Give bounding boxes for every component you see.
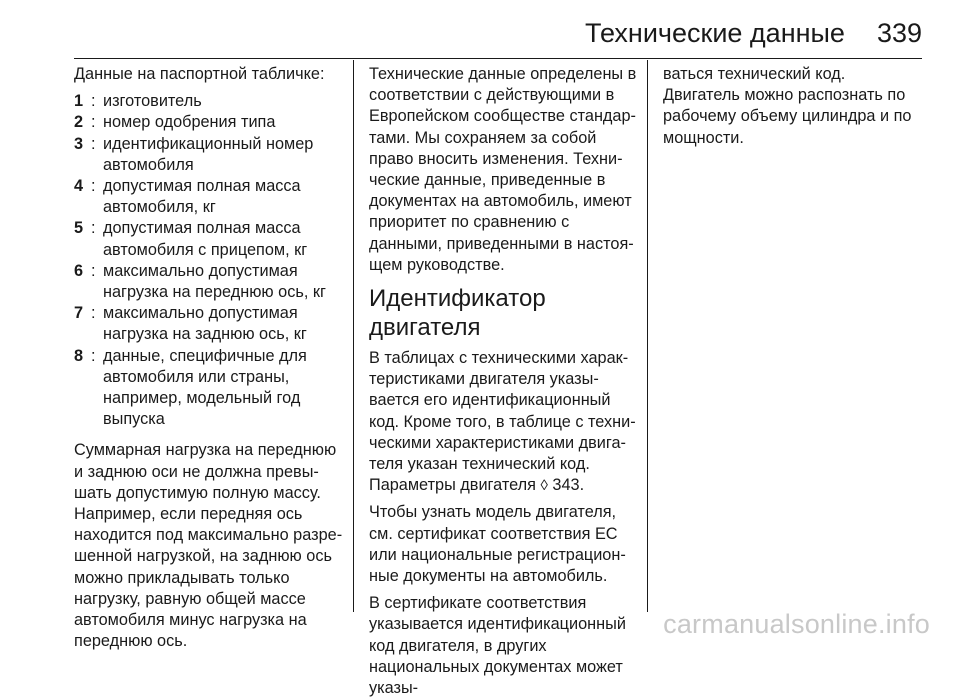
- plate-intro: Данные на паспортной табличке:: [74, 65, 325, 83]
- axle-load-note: Суммарная нагрузка на переднюю и заднюю оси не должна превышать допустимую полную массу. Например, если передняя ось находится под максимально разрешенной нагрузкой, на заднюю ось можно прикладывать только нагрузку, равную общей массе автомобиля минус нагрузка на переднюю ось.: [74, 441, 343, 651]
- page-reference-link[interactable]: 343.: [552, 476, 585, 495]
- tech-data-paragraph: Технические данные определены в соответствии с действующими в Европейском сообществе стандартами. Мы сохраняем за собой право вносить изменения. Технические данные, приведенные в документах на автомобиль, имеют приоритет по сравнению с данными, приведенными в настоящем руководстве.: [369, 65, 637, 274]
- page-number: 339: [876, 18, 922, 48]
- legend-item: 8 : данные, специфичные для автомобиля или страны, например, модельный год выпуска: [74, 346, 307, 429]
- certificate-paragraph: В сертификате соответствия указывается идентификационный код двигателя, в других национальных документах может указы-: [369, 594, 626, 698]
- page-title: Технические данные: [585, 18, 845, 48]
- page-header: [585, 18, 922, 49]
- section-heading: Идентификатор двигателя: [369, 285, 546, 342]
- legend-item: 1 : изготовитель: [74, 92, 202, 111]
- legend-item: 3 : идентификационный номер автомобиля: [74, 134, 314, 174]
- header-divider: [74, 58, 922, 59]
- column-3: [663, 64, 925, 614]
- page-reference-icon: ◊: [540, 477, 548, 495]
- plate-legend: [74, 91, 344, 430]
- column-2: [369, 64, 637, 698]
- legend-item: 7 : максимально допустимая нагрузка на заднюю ось, кг: [74, 304, 307, 344]
- legend-item: 6 : максимально допустимая нагрузка на переднюю ось, кг: [74, 261, 326, 302]
- engine-id-paragraph: В таблицах с техническими характеристиками двигателя указывается его идентификационный код. Кроме того, в таблице с техническими характеристиками двигателя указан технический код. Параметры двигателя ◊ 343.: [369, 349, 636, 495]
- legend-item: 4 : допустимая полная масса автомобиля, кг: [74, 177, 301, 217]
- continuation-paragraph: ваться технический код. Двигатель можно распознать по рабочему объему цилиндра и по мощности.: [663, 65, 912, 147]
- column-divider-2: [647, 60, 648, 612]
- column-1: [74, 64, 344, 651]
- engine-model-paragraph: Чтобы узнать модель двигателя, см. сертификат соответствия ЕС или национальные регистрационные документы на автомобиль.: [369, 503, 626, 586]
- legend-item: 5 : допустимая полная масса автомобиля с прицепом, кг: [74, 219, 308, 259]
- column-divider-1: [353, 60, 354, 612]
- legend-item: 2 : номер одобрения типа: [74, 113, 276, 132]
- watermark: carmanualsonline.info: [663, 609, 930, 639]
